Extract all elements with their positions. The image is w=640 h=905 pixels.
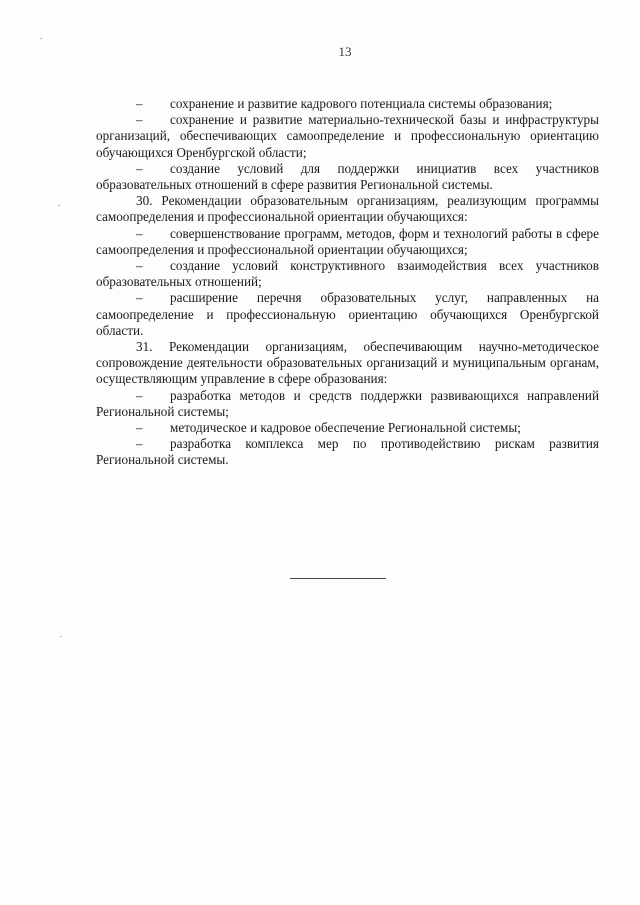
- dash-marker: –: [136, 258, 143, 274]
- clause-31: [96, 339, 599, 388]
- list-item-programs: [96, 226, 599, 258]
- list-item-text: расширение перечня образовательных услуг, направленных на самоопределение и профессиональную ориентацию обучающихся Оренбургской области.: [96, 290, 599, 338]
- list-item-staff-potential: [96, 96, 599, 112]
- dash-marker: –: [136, 387, 143, 403]
- dash-marker: –: [136, 290, 143, 306]
- list-item-text: разработка комплекса мер по противодействию рискам развития Региональной системы.: [96, 436, 599, 468]
- list-item-services: [96, 290, 599, 339]
- page-number: 13: [338, 44, 352, 59]
- dash-marker: –: [136, 420, 143, 436]
- scan-speck: [40, 38, 42, 39]
- list-item-methodical-support: [96, 420, 599, 436]
- clause-number: 31.: [136, 339, 153, 355]
- list-item-text: методическое и кадровое обеспечение Региональной системы;: [170, 420, 521, 436]
- end-divider: [290, 578, 386, 579]
- clause-number: 30.: [136, 193, 153, 209]
- list-item-text: создание условий конструктивного взаимодействия всех участников образовательных отношений;: [96, 258, 599, 290]
- clause-30: [96, 193, 599, 225]
- list-item-interaction: [96, 258, 599, 290]
- list-item-text: создание условий для поддержки инициатив всех участников образовательных отношений в сфере развития Региональной системы.: [96, 160, 599, 193]
- list-item-text: сохранение и развитие кадрового потенциала системы образования;: [170, 96, 553, 111]
- scan-speck: [60, 636, 62, 637]
- document-body: [96, 96, 599, 469]
- list-item-text: разработка методов и средств поддержки развивающихся направлений Региональной системы;: [96, 387, 599, 419]
- list-item-methods: [96, 388, 599, 420]
- scan-speck: [58, 205, 60, 206]
- dash-marker: –: [136, 112, 143, 128]
- list-item-text: сохранение и развитие материально-технической базы и инфраструктуры организаций, обеспечивающих самоопределение и профессиональную ориентацию обучающихся Оренбургской области;: [96, 112, 599, 160]
- clause-text: Рекомендации организациям, обеспечивающим научно-методическое сопровождение деятельности образовательных организаций и муниципальным органам, осуществляющим управление в сфере образования:: [96, 339, 599, 387]
- list-item-text: совершенствование программ, методов, форм и технологий работы в сфере самоопределения и профессиональной ориентации обучающихся;: [96, 225, 599, 257]
- dash-marker: –: [136, 436, 143, 452]
- dash-marker: –: [136, 225, 143, 241]
- list-item-risk-measures: [96, 436, 599, 468]
- clause-text: Рекомендации образовательным организациям, реализующим программы самоопределения и профессиональной ориентации обучающихся:: [96, 193, 599, 225]
- dash-marker: –: [136, 96, 143, 111]
- dash-marker: –: [136, 160, 143, 176]
- list-item-initiatives: [96, 161, 599, 193]
- list-item-material-base: [96, 112, 599, 161]
